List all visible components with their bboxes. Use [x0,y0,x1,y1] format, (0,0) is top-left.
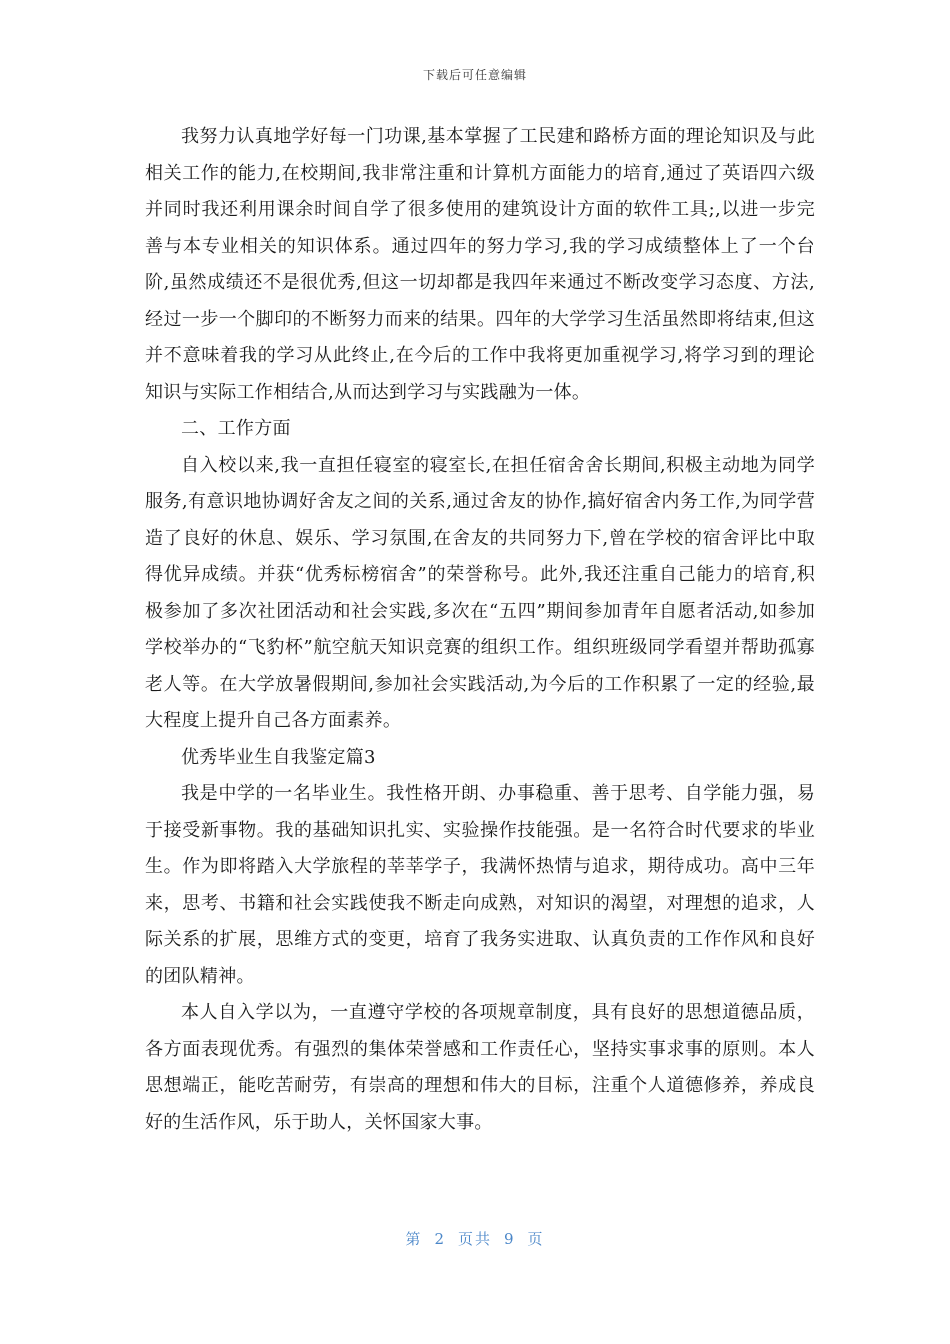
body-paragraph: 本人自入学以为，一直遵守学校的各项规章制度，具有良好的思想道德品质，各方面表现优秀。有强烈的集体荣誉感和工作责任心，坚持实事求事的原则。本人思想端正，能吃苦耐劳，有崇高的理想和伟大的目标，注重个人道德修养，养成良好的生活作风，乐于助人，关怀国家大事。 [145,1002,815,1133]
page-header: 下载后可任意编辑 [422,68,527,82]
section-heading: 优秀毕业生自我鉴定篇3 [181,746,376,768]
body-paragraph: 自入校以来,我一直担任寝室的寝室长,在担任宿舍舍长期间,积极主动地为同学服务,有意识地协调好舍友之间的关系,通过舍友的协作,搞好宿舍内务工作,为同学营造了良好的休息、娱乐、学习氛围,在舍友的共同努力下,曾在学校的宿舍评比中取得优异成绩。并获“优秀标榜宿舍”的荣誉称号。此外,我还注重自己能力的培育,积极参加了多次社团活动和社会实践,多次在“五四”期间参加青年自愿者活动,如参加学校举办的“飞豹杯”航空航天知识竞赛的组织工作。组织班级同学看望并帮助孤寡老人等。在大学放暑假期间,参加社会实践活动,为今后的工作积累了一定的经验,最大程度上提升自己各方面素养。 [145,454,815,731]
total-pages-number: 9 [504,1230,516,1248]
page-footer [0,1228,950,1249]
footer-middle: 页共 [457,1230,492,1248]
current-page-number: 2 [434,1230,446,1248]
body-paragraph: 我努力认真地学好每一门功课,基本掌握了工民建和路桥方面的理论知识及与此相关工作的能力,在校期间,我非常注重和计算机方面能力的培育,通过了英语四六级并同时我还利用课余时间自学了很多使用的建筑设计方面的软件工具;,以进一步完善与本专业相关的知识体系。通过四年的努力学习,我的学习成绩整体上了一个台阶,虽然成绩还不是很优秀,但这一切却都是我四年来通过不断改变学习态度、方法,经过一步一个脚印的不断努力而来的结果。四年的大学学习生活虽然即将结束,但这并不意味着我的学习从此终止,在今后的工作中我将更加重视学习,将学习到的理论知识与实际工作相结合,从而达到学习与实践融为一体。 [145,126,815,403]
footer-suffix: 页 [527,1230,545,1248]
footer-prefix: 第 [405,1230,423,1248]
body-paragraph: 我是中学的一名毕业生。我性格开朗、办事稳重、善于思考、自学能力强，易于接受新事物。我的基础知识扎实、实验操作技能强。是一名符合时代要求的毕业生。作为即将踏入大学旅程的莘莘学子，我满怀热情与追求，期待成功。高中三年来，思考、书籍和社会实践使我不断走向成熟，对知识的渴望，对理想的追求，人际关系的扩展，思维方式的变更，培育了我务实进取、认真负责的工作作风和良好的团队精神。 [145,783,815,987]
document-body [145,119,815,1141]
section-heading: 二、工作方面 [181,418,291,439]
